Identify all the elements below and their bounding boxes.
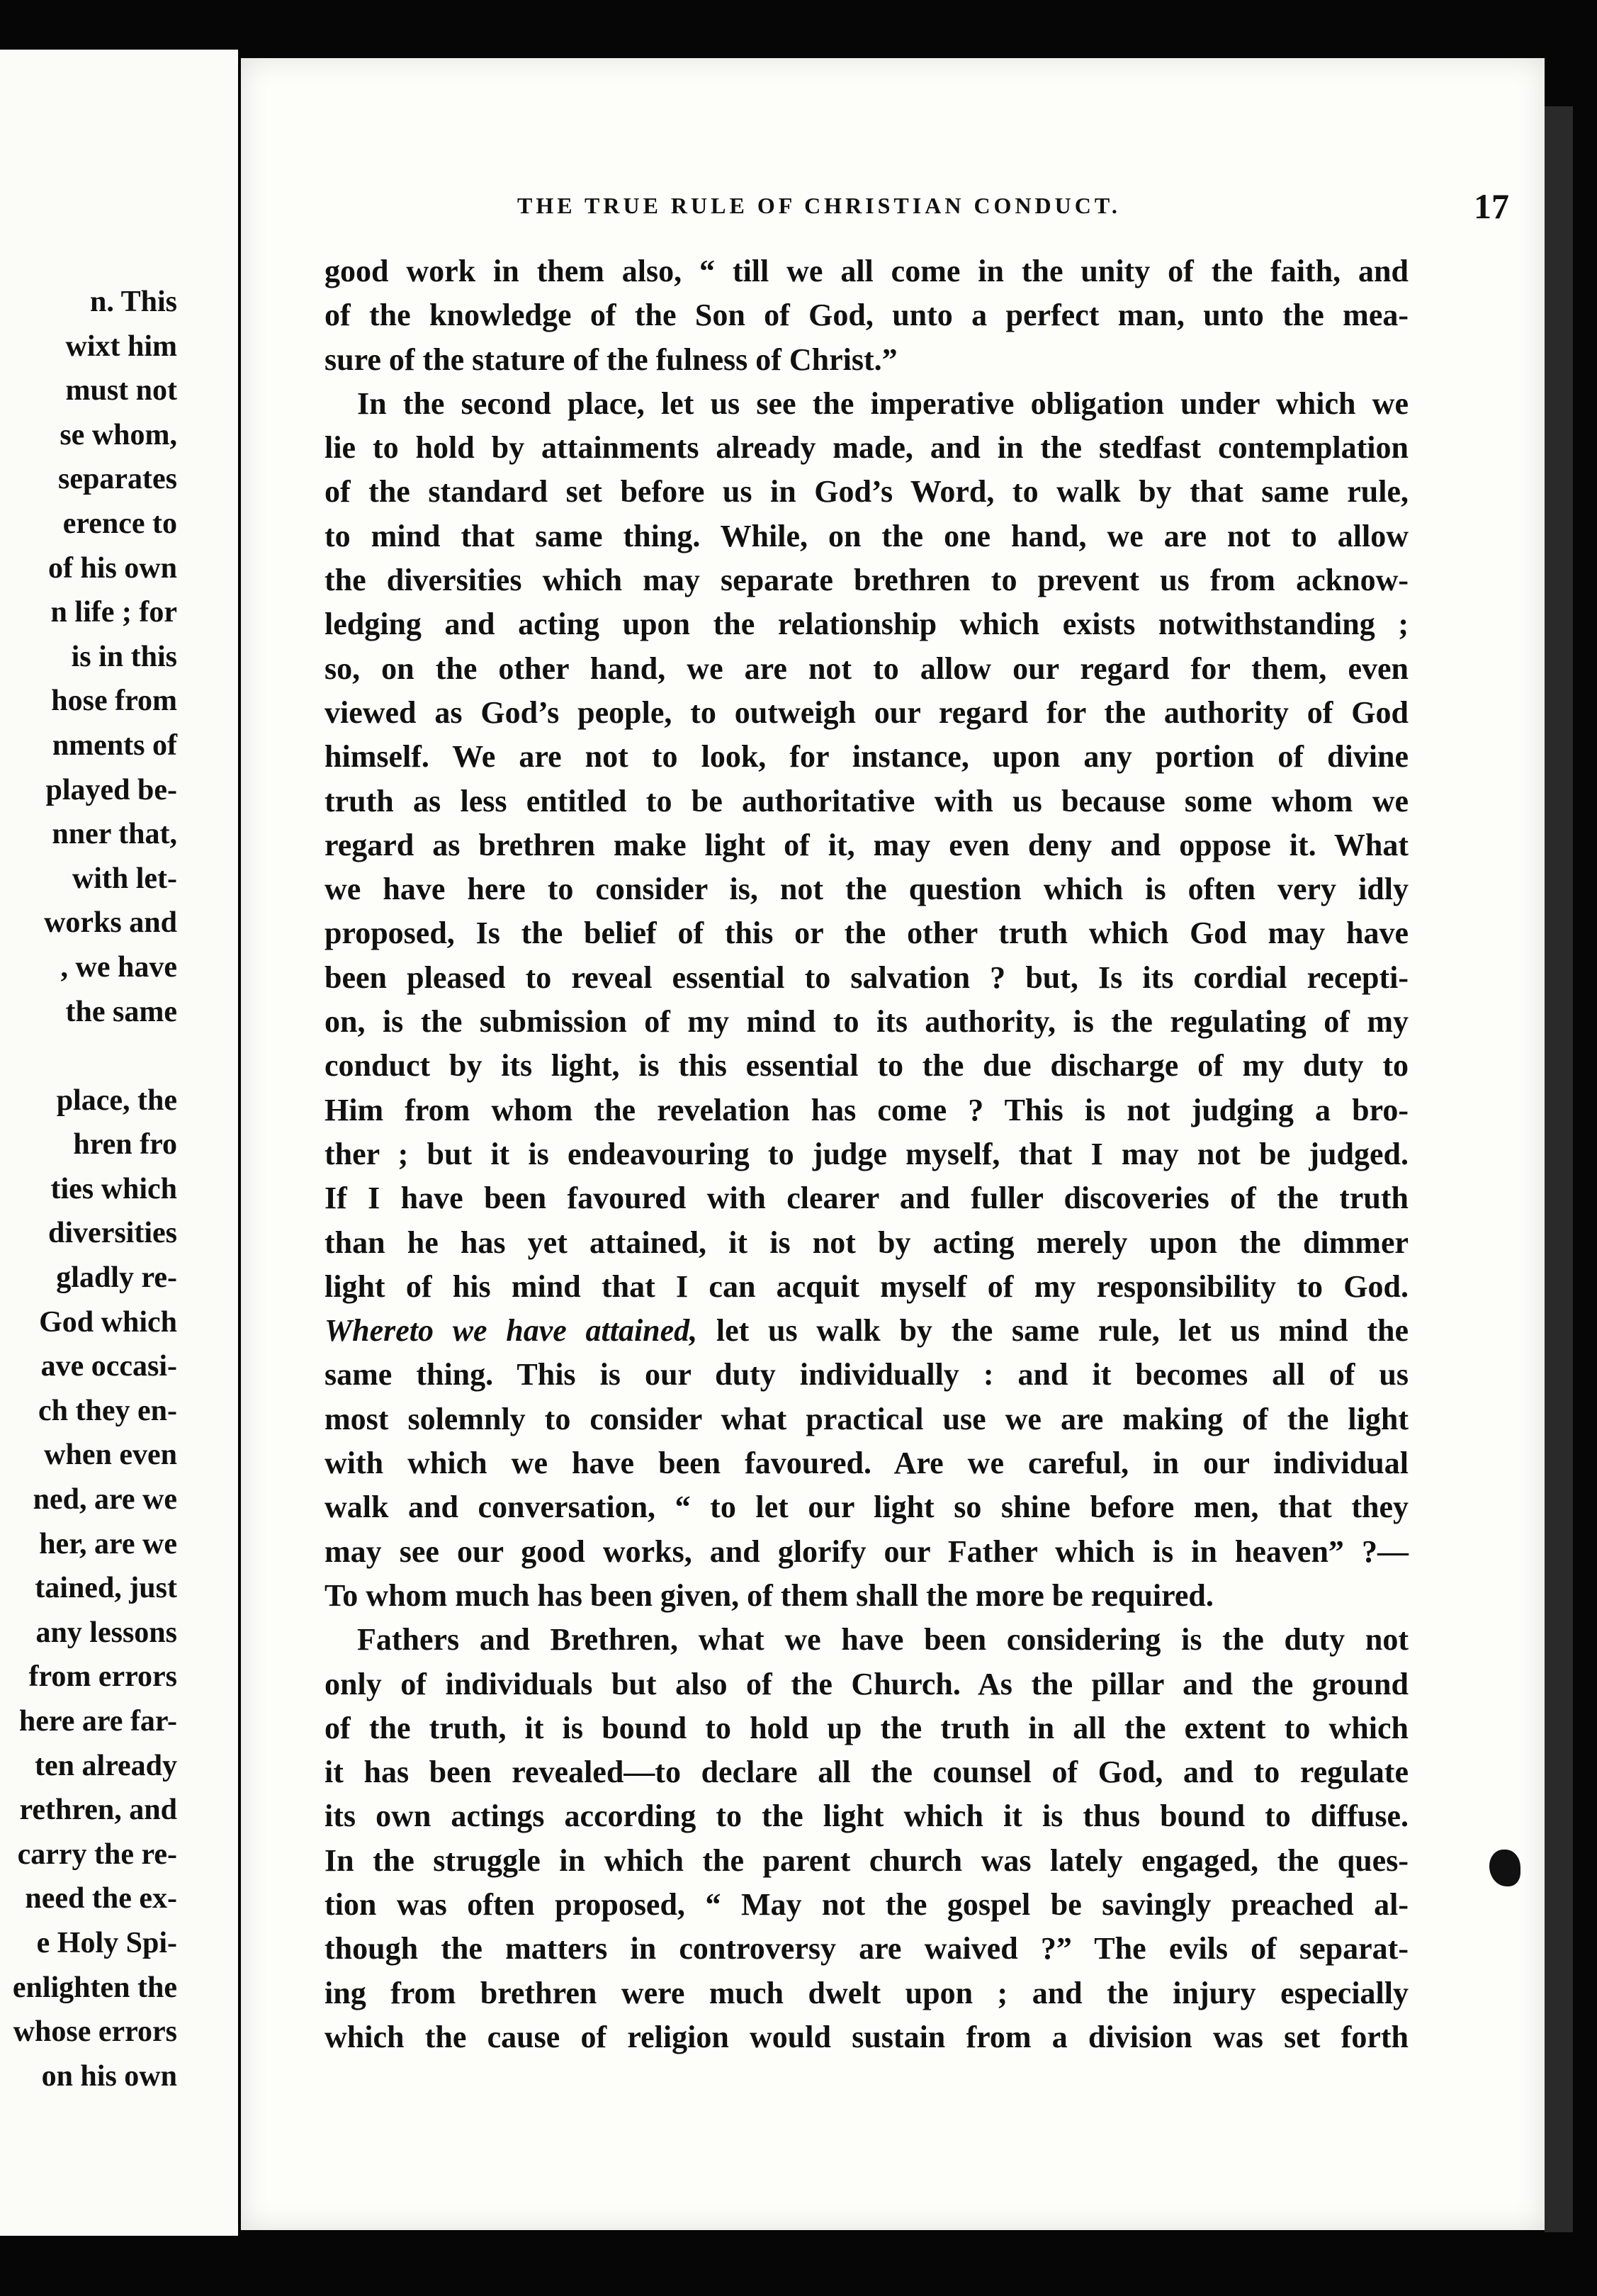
page-header [517, 186, 1523, 235]
left-line: ten already [34, 1749, 177, 1782]
text-line: In the struggle in which the parent church was lately engaged, the ques- [325, 1842, 1409, 1878]
left-line: of his own [47, 551, 177, 585]
text-line-with-italic [325, 1309, 1409, 1353]
text-line: may see our good works, and glorify our Father which is in heaven” ?— [325, 1534, 1409, 1569]
left-line: hren fro [73, 1128, 177, 1161]
text-line-rest: let us walk by the same rule, let us mind the [716, 1313, 1409, 1349]
left-line: the same [65, 995, 177, 1028]
left-line: ned, are we [33, 1483, 177, 1516]
text-line: its own actings according to the light which it is thus bound to diffuse. [325, 1799, 1409, 1834]
text-line: tion was often proposed, “ May not the gospel be savingly preached al- [325, 1886, 1409, 1922]
left-line: played be- [45, 773, 177, 806]
paragraph-gap [13, 1034, 177, 1079]
left-line: need the ex- [25, 1882, 177, 1915]
left-facing-page [0, 50, 238, 2236]
right-page [241, 58, 1545, 2230]
left-line: works and [44, 906, 177, 940]
text-line: ledging and acting upon the relationship which exists notwithstanding ; [325, 607, 1409, 642]
left-page-text-column [13, 280, 177, 2098]
left-line: whose errors [13, 2015, 177, 2049]
left-line: rethren, and [19, 1794, 177, 1827]
page-edge-shadow [1545, 106, 1573, 2232]
left-line: God which [39, 1305, 177, 1339]
text-line: we have here to consider is, not the question which is often very idly [325, 872, 1409, 907]
left-line: se whom, [60, 418, 177, 451]
text-line: ing from brethren were much dwelt upon ; and the injury especially [325, 1975, 1409, 2010]
text-line: to mind that same thing. While, on the one hand, we are not to allow [325, 518, 1409, 553]
text-line: been pleased to reveal essential to salvation ? but, Is its cordial recepti- [325, 960, 1409, 995]
left-line: on his own [41, 2059, 177, 2093]
left-line: must not [65, 374, 177, 407]
text-line: though the matters in controversy are waived ?” The evils of separat- [325, 1931, 1409, 1966]
text-line: Fathers and Brethren, what we have been considering is the duty not [357, 1622, 1409, 1658]
left-line: diversities [48, 1217, 177, 1250]
text-line: the diversities which may separate brethren to prevent us from acknow- [325, 563, 1409, 598]
left-line: e Holy Spi- [36, 1926, 177, 1959]
text-line: on, is the submission of my mind to its authority, is the regulating of my [325, 1004, 1409, 1040]
text-line: walk and conversation, “ to let our light so shine before men, that they [325, 1490, 1409, 1525]
text-line: himself. We are not to look, for instance, upon any portion of divine [325, 739, 1409, 775]
left-line: ties which [50, 1172, 177, 1205]
left-line: any lessons [35, 1616, 177, 1649]
left-line: ave occasi- [40, 1350, 177, 1383]
text-line: conduct by its light, is this essential to the due discharge of my duty to [325, 1048, 1409, 1084]
left-line: ch they en- [38, 1394, 177, 1427]
left-line: with let- [72, 862, 177, 895]
left-line: is in this [71, 640, 177, 673]
page-number: 17 [1474, 186, 1509, 226]
text-line: which the cause of religion would sustain from a division was set forth [325, 2019, 1409, 2054]
running-title: THE TRUE RULE OF CHRISTIAN CONDUCT. [517, 193, 1121, 218]
text-line: with which we have been favoured. Are we careful, in our individual [325, 1446, 1409, 1481]
text-line: To whom much has been given, of them shall the more be required. [325, 1577, 1214, 1613]
left-line: here are far- [18, 1705, 177, 1738]
left-line: wixt him [65, 330, 177, 363]
left-line: separates [58, 463, 177, 496]
left-line: when even [44, 1439, 177, 1472]
left-line: nments of [52, 728, 177, 762]
text-line: only of individuals but also of the Church. As the pillar and the ground [325, 1666, 1409, 1701]
text-line: proposed, Is the belief of this or the other truth which God may have [325, 916, 1409, 951]
text-line: good work in them also, “ till we all come in the unity of the faith, and [325, 254, 1409, 288]
left-line: hose from [51, 685, 177, 718]
text-line: truth as less entitled to be authoritative with us because some whom we [325, 783, 1409, 818]
left-line: place, the [56, 1084, 177, 1117]
text-line: of the truth, it is bound to hold up the truth in all the extent to which [325, 1710, 1409, 1745]
left-line: n. This [90, 286, 177, 318]
left-line: from errors [28, 1660, 177, 1694]
italic-phrase: Whereto we have attained, [325, 1313, 698, 1349]
text-line: In the second place, let us see the imperative obligation under which we [357, 386, 1409, 421]
left-line: enlighten the [12, 1971, 177, 2004]
left-line: carry the re- [17, 1838, 177, 1871]
left-line: n life ; for [50, 596, 177, 629]
body-text [325, 249, 1409, 2059]
text-line: lie to hold by attainments already made, and in the stedfast contemplation [325, 430, 1409, 466]
text-line: ther ; but it is endeavouring to judge myself, that I may not be judged. [325, 1136, 1409, 1171]
text-line: Him from whom the revelation has come ? This is not judging a bro- [325, 1092, 1409, 1127]
text-line: most solemnly to consider what practical use we are making of the light [325, 1401, 1409, 1436]
left-line: , we have [60, 950, 177, 984]
left-line: gladly re- [56, 1261, 177, 1295]
text-line: If I have been favoured with clearer and fuller discoveries of the truth [325, 1181, 1409, 1216]
text-line: of the knowledge of the Son of God, unto a perfect man, unto the mea- [325, 298, 1409, 333]
text-line: so, on the other hand, we are not to allow our regard for them, even [325, 651, 1409, 686]
text-line: it has been revealed—to declare all the counsel of God, and to regulate [325, 1755, 1409, 1790]
left-line: her, are we [39, 1527, 177, 1560]
left-line: tained, just [35, 1572, 177, 1605]
text-line: viewed as God’s people, to outweigh our regard for the authority of God [325, 694, 1409, 730]
left-line: nner that, [52, 818, 177, 851]
text-line: light of his mind that I can acquit myself of my responsibility to God. [325, 1268, 1409, 1304]
text-line: same thing. This is our duty individually : and it becomes all of us [325, 1357, 1409, 1392]
text-line: sure of the stature of the fulness of Christ.” [325, 342, 898, 377]
text-line: of the standard set before us in God’s Word, to walk by that same rule, [325, 474, 1409, 510]
left-line: erence to [62, 507, 177, 540]
text-line: regard as brethren make light of it, may even deny and oppose it. What [325, 827, 1409, 862]
text-line: than he has yet attained, it is not by acting merely upon the dimmer [325, 1225, 1409, 1260]
